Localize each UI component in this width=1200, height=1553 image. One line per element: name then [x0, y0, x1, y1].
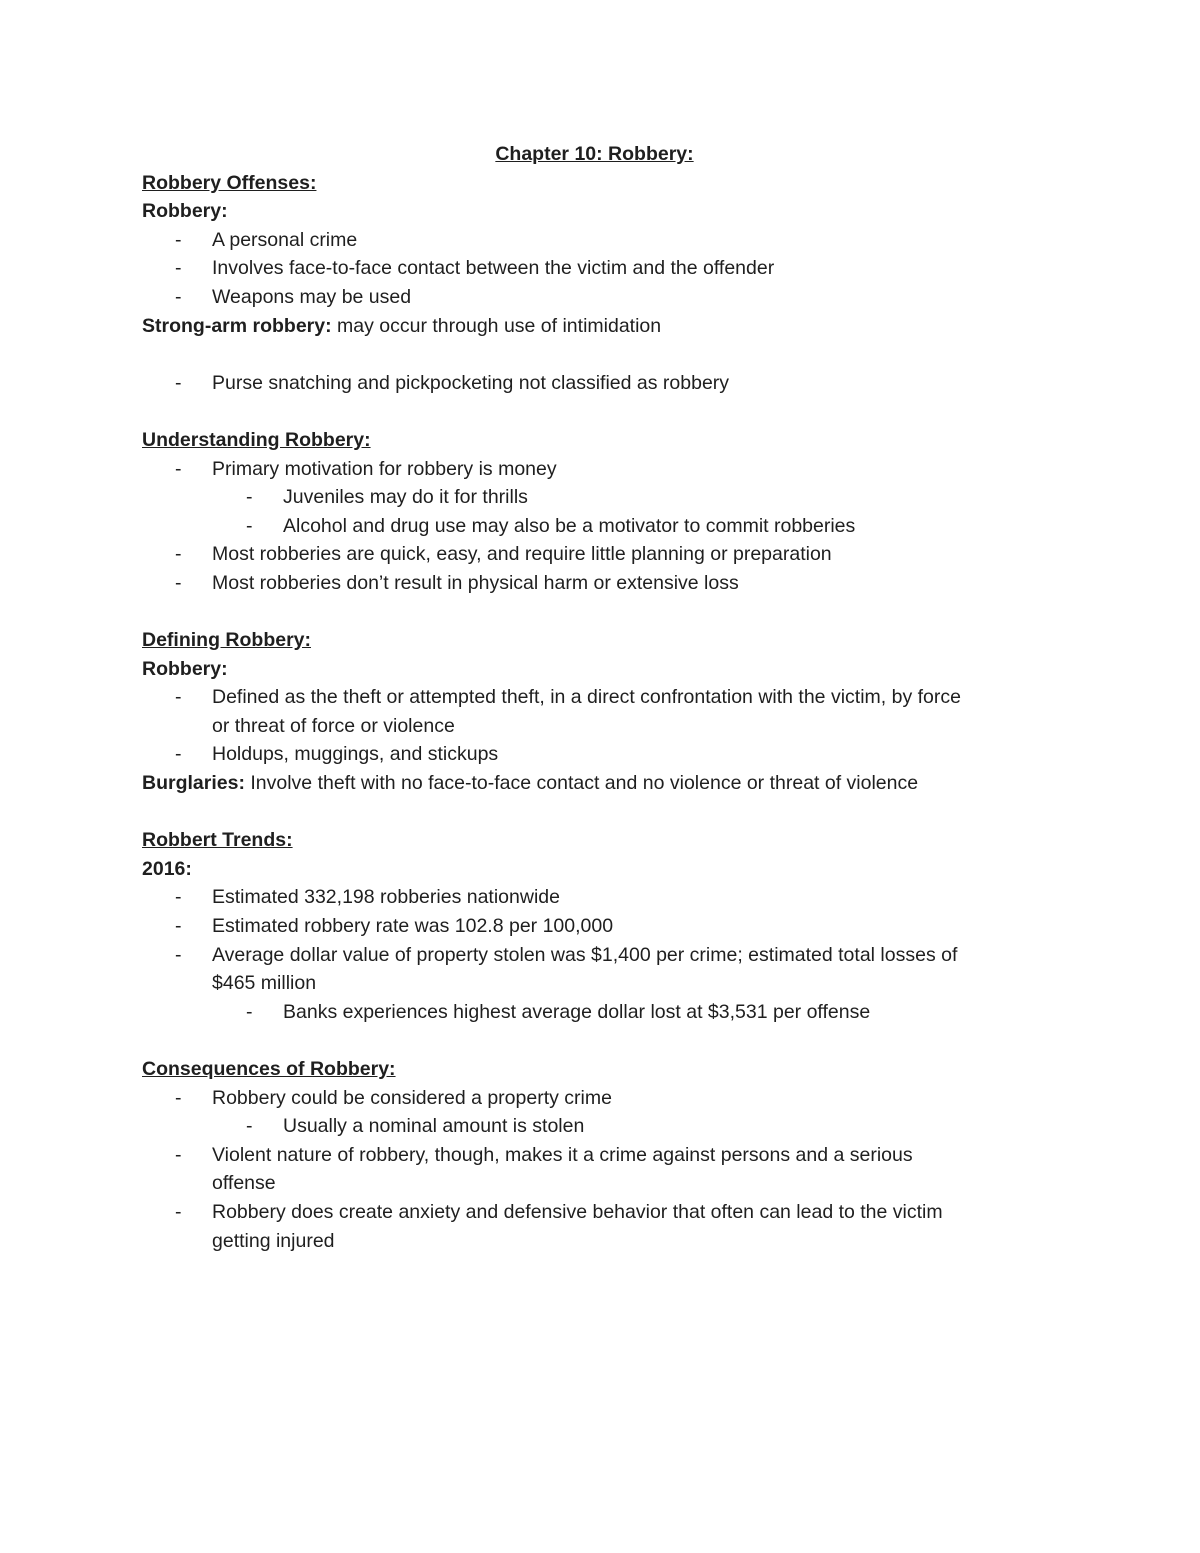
strongarm-term: Strong-arm robbery:: [142, 314, 332, 337]
burglaries-definition: [142, 769, 1047, 798]
bullet-dash: -: [175, 686, 182, 709]
list-item: - Estimated 332,198 robberies nationwide: [142, 883, 1047, 912]
bullet-dash: -: [175, 543, 182, 566]
list-item: - Most robberies don’t result in physical harm or extensive loss: [142, 569, 1047, 598]
list-item: - Violent nature of robbery, though, makes it a crime against persons and a serious: [142, 1141, 1047, 1170]
section-heading-consequences: Consequences of Robbery:: [142, 1058, 396, 1080]
document-title: Chapter 10: Robbery:: [495, 143, 694, 165]
section-heading-defining: Defining Robbery:: [142, 629, 311, 652]
bullet-dash: -: [175, 257, 182, 280]
section-heading-offenses: Robbery Offenses:: [142, 171, 317, 194]
burglaries-text: Involve theft with no face-to-face contact and no violence or threat of violence: [244, 772, 919, 795]
list-item-continuation: getting injured: [212, 1229, 335, 1252]
bullet-dash: -: [175, 1086, 182, 1109]
robbery-label: Robbery:: [142, 657, 228, 680]
list-item: - Robbery does create anxiety and defensive behavior that often can lead to the victim: [142, 1198, 1047, 1227]
bullet-dash: -: [246, 1115, 253, 1138]
bullet-dash: -: [175, 285, 182, 308]
blank-line: [142, 397, 1047, 426]
list-item-continuation: $465 million: [212, 972, 317, 995]
robbery-label: Robbery:: [142, 200, 228, 223]
list-item: - Robbery could be considered a property crime: [142, 1084, 1047, 1113]
strongarm-definition: [142, 312, 1047, 341]
bullet-dash: -: [175, 1200, 182, 1223]
bullet-dash: -: [175, 1143, 182, 1166]
list-item: - Defined as the theft or attempted theft, in a direct confrontation with the victim, by force: [142, 683, 1047, 712]
list-item: - Estimated robbery rate was 102.8 per 100,000: [142, 912, 1047, 941]
sub-list-item: - Usually a nominal amount is stolen: [142, 1112, 1047, 1141]
section-heading-understanding: Understanding Robbery:: [142, 428, 371, 451]
burglaries-term: Burglaries:: [142, 772, 245, 795]
document-page: [142, 140, 1047, 1255]
list-item-continuation: or threat of force or violence: [212, 714, 455, 737]
sub-list-item: - Juveniles may do it for thrills: [142, 483, 1047, 512]
list-item: - Primary motivation for robbery is money: [142, 455, 1047, 484]
strongarm-text: may occur through use of intimidation: [331, 314, 662, 337]
list-item: - Most robberies are quick, easy, and require little planning or preparation: [142, 540, 1047, 569]
list-item: - Holdups, muggings, and stickups: [142, 740, 1047, 769]
section-heading-trends: Robbert Trends:: [142, 829, 293, 852]
bullet-dash: -: [175, 228, 182, 251]
list-item: - Purse snatching and pickpocketing not classified as robbery: [142, 369, 1047, 398]
sub-list-item: - Banks experiences highest average dollar lost at $3,531 per offense: [142, 998, 1047, 1027]
list-item: - Weapons may be used: [142, 283, 1047, 312]
list-item-continuation: offense: [212, 1172, 276, 1195]
list-item: - Involves face-to-face contact between the victim and the offender: [142, 254, 1047, 283]
bullet-dash: -: [175, 457, 182, 480]
bullet-dash: -: [246, 514, 253, 537]
blank-line: [142, 598, 1047, 627]
bullet-dash: -: [175, 886, 182, 909]
bullet-dash: -: [175, 943, 182, 966]
bullet-dash: -: [175, 915, 182, 938]
bullet-dash: -: [175, 571, 182, 594]
year-label: 2016:: [142, 857, 192, 880]
bullet-dash: -: [175, 743, 182, 766]
blank-line: [142, 798, 1047, 827]
bullet-dash: -: [175, 371, 182, 394]
blank-line: [142, 1026, 1047, 1055]
list-item: - A personal crime: [142, 226, 1047, 255]
bullet-dash: -: [246, 486, 253, 509]
blank-line: [142, 340, 1047, 369]
sub-list-item: - Alcohol and drug use may also be a motivator to commit robberies: [142, 512, 1047, 541]
list-item: - Average dollar value of property stolen was $1,400 per crime; estimated total losses of: [142, 941, 1047, 970]
bullet-dash: -: [246, 1000, 253, 1023]
